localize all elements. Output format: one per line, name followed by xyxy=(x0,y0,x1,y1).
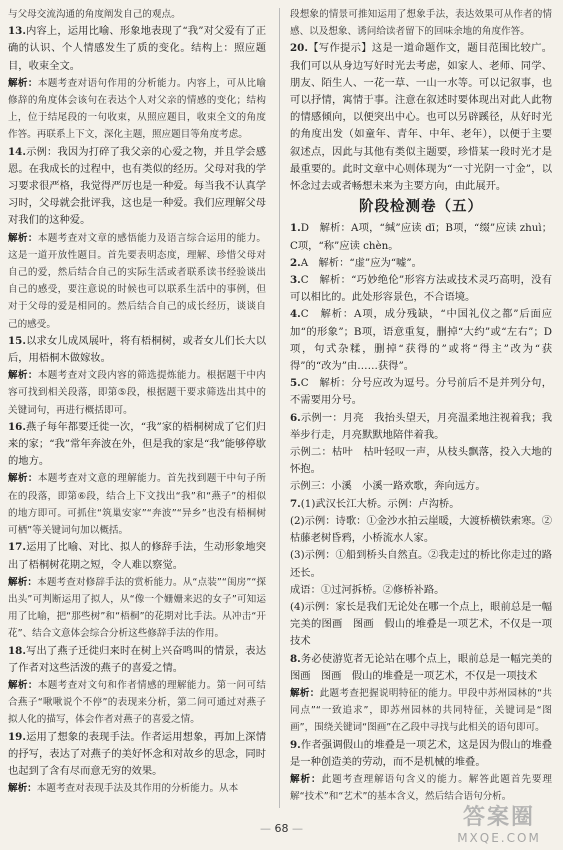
item-number: 4. xyxy=(290,308,301,321)
item-text: 写出了燕子迁徙归来时在树上兴奋鸣叫的情景，表达了作者对这些活泼的燕子的喜爱之情。 xyxy=(8,644,266,674)
analysis-paragraph xyxy=(8,367,266,419)
item-text: 运用了想象的表现手法。作者运用想象，再加上深情的抒写，表达了对燕子的美好怀念和对故乡的思念，同时也起到了含有尽而意无穷的效果。 xyxy=(8,730,266,777)
answer-item xyxy=(8,144,266,230)
answer-item xyxy=(8,729,266,781)
answer-item xyxy=(8,539,266,573)
answer-item xyxy=(8,23,266,75)
footer-dash-left: — xyxy=(260,822,271,835)
analysis-label: 解析： xyxy=(290,687,320,699)
item-text: 燕子每年都要迁徙一次，“我”家的梧桐树成了它们归来的家；“我”常年奔波在外，但是我的家是“我”能够停歇的地方。 xyxy=(8,420,266,468)
item-number: 14. xyxy=(8,145,26,158)
item-text: 务必使游览者无论站在哪个点上，眼前总是一幅完美的图画 图画 假山的堆叠是一项艺术，不仅是一项技术 xyxy=(290,652,552,682)
answer-line: 示例二：枯叶 枯叶轻叹一声，从枝头飘落，投入大地的怀抱。 xyxy=(290,446,552,476)
page-number: 68 xyxy=(274,822,289,835)
answer-item xyxy=(8,643,266,677)
answer-line: (2)示例：诗歌：①金沙水拍云崖暖，大渡桥横铁索寒。②枯藤老树昏鸦，小桥流水人家。 xyxy=(290,514,552,545)
answer-item xyxy=(290,496,552,513)
item-text: 示例：我因为打碎了我父亲的心爱之物，并且学会感恩。在我成长的过程中，也有类似的经历。父母对我的学习要求很严格，我觉得严厉也是一种爱。每当我不认真学习时，父母就会批评我，这也是一种爱。我们应理解父母对我们的这种爱。 xyxy=(8,145,266,227)
item-text: C 解析：“巧妙绝伦”形容方法或技术灵巧高明，没有可以相比的。此处形容景色，不合语境。 xyxy=(290,274,552,304)
item-text: 以求女儿成凤展叶，将有梧桐树，或者女儿们长大以后，用梧桐木做嫁妆。 xyxy=(8,334,266,365)
analysis-paragraph xyxy=(8,6,266,23)
item-number: 15. xyxy=(8,334,26,347)
right-column xyxy=(290,6,552,805)
answer-item xyxy=(290,220,552,254)
analysis-paragraph xyxy=(290,6,552,40)
footer-dash-right: — xyxy=(292,822,303,835)
watermark-logo xyxy=(440,800,558,846)
analysis-text: 此题考查把握说明特征的能力。甲段中苏州园林的“共同点”“一致追求”，即苏州园林的共同特征，关键词是“图画”，围绕关键词“图画”在乙段中寻找与此相关的语句即可。 xyxy=(290,687,552,734)
answer-line: 成语：①过河拆桥。②修桥补路。 xyxy=(290,583,445,596)
item-number: 1. xyxy=(290,222,301,235)
item-text: 作者强调假山的堆叠是一项艺术，这是因为假山的堆叠是一种创造美的劳动，而不是机械的堆叠。 xyxy=(290,738,552,768)
item-text: 示例一：月亮 我抬头望天，月亮温柔地注视着我；我举步行走，月亮默默地陪伴着我。 xyxy=(290,411,552,441)
analysis-text: 本题考查对文章的感悟能力及语言综合运用的能力。这是一道开放性题目。首先要表明态度，理解、珍惜父母对自己的爱，然后结合自己的实际生活或者联系读书经验谈出自己的感受，要注意说的时候也可以联系生活中的事例，但对于父母的爱是相同的。然后结合自己的成长经历，谈谈自己的感受。 xyxy=(8,232,267,330)
watermark-line1: 答案圈 xyxy=(462,805,535,830)
item-text: A 解析：“虚”应为“嘘”。 xyxy=(300,256,422,269)
item-number: 3. xyxy=(290,274,301,287)
analysis-label: 解析： xyxy=(8,232,38,244)
column-divider xyxy=(279,8,280,808)
item-text: 运用了比喻、对比、拟人的修辞手法，生动形象地突出了梧桐树花期之短，令人难以察觉。 xyxy=(8,541,266,571)
item-text: C 解析：分号应改为逗号。分号前后不是并列分句，不需要用分号。 xyxy=(290,377,552,407)
answer-item xyxy=(290,651,552,685)
watermark-line2: MXQE.COM xyxy=(457,831,541,845)
item-number: 2. xyxy=(290,256,301,269)
analysis-label: 解析： xyxy=(8,473,38,485)
analysis-text: 此题考查理解语句含义的能力。解答此题首先要理解“技术”和“艺术”的基本含义，然后结合语句分析。 xyxy=(290,773,553,803)
analysis-text: 与父母交流沟通的角度阐发自己的观点。 xyxy=(8,9,181,20)
answer-item xyxy=(290,737,552,771)
analysis-paragraph xyxy=(8,677,266,729)
analysis-text: 段想象的情景可推知运用了想象手法，表达效果可从作者的情感、以及想象、诱问给读者留下的回味余地的角度作答。 xyxy=(290,9,552,38)
analysis-text: 本题考查对文意的理解能力。首先找到题干中句子所在的段落，即第⑥段，结合上下文找出“我”和“燕子”的相似的地方即可。可抓住“筑巢安家”“奔波”“异乡”也没有梧桐树可栖”等关键词句加以概括。 xyxy=(8,473,267,537)
item-text: (1)武汉长江大桥。示例：卢沟桥。 xyxy=(300,497,460,510)
answer-line: (3)示例：①船到桥头自然直。②我走过的桥比你走过的路还长。 xyxy=(290,549,552,579)
item-text: 【写作提示】这是一道命题作文，题目范围比较广。我们可以从身边写好时光去考虑，如家人、老师、同学、朋友、陌生人、一花一草、一山一水等。可以记叙事，也可以抒情，寓情于事。注意在叙述时要体现出对此人此物的情感倾向，以便突出中心。也可以另辟蹊径，从好时光的角度出发（如童年、青年、中年、老年），以便于主要叙述点，因此与其他有类似主题要，珍惜某一段时光才是最重要的。此时文章中心则体现为“一寸光阴一寸金”，以怀念过去或者畅想未来为主要方向，由此展开。 xyxy=(290,42,552,193)
analysis-label: 解析： xyxy=(8,77,38,89)
analysis-paragraph xyxy=(290,685,552,737)
analysis-text: 本题考查对表现手法及其作用的分析能力。从本 xyxy=(36,783,239,795)
analysis-paragraph xyxy=(8,75,266,144)
item-number: 20. xyxy=(290,42,308,55)
analysis-label: 解析： xyxy=(290,773,322,785)
analysis-paragraph xyxy=(8,574,266,643)
item-number: 5. xyxy=(290,377,301,390)
item-number: 18. xyxy=(8,644,26,657)
analysis-label: 解析： xyxy=(8,679,38,691)
item-number: 16. xyxy=(8,420,26,433)
answer-item xyxy=(290,40,552,195)
item-text: D 解析：A项，“缄”应读 dī；B项，“缀”应读 zhuì；C项，“称”应读 chèn。 xyxy=(290,222,552,252)
analysis-label: 解析： xyxy=(8,370,38,382)
answer-item xyxy=(290,306,552,375)
item-number: 9. xyxy=(290,738,301,751)
item-number: 7. xyxy=(290,497,301,510)
answer-item xyxy=(290,410,552,444)
answer-line: 示例三：小溪 小溪一路欢歌，奔向远方。 xyxy=(290,480,486,493)
answer-item xyxy=(290,375,552,409)
item-text: 内容上，运用比喻、形象地表现了“我”对父爱有了正确的认识、个人情感发生了质的变化。结构上：照应题目，收束全文。 xyxy=(8,25,266,72)
analysis-text: 本题考查对修辞手法的赏析能力。从“点装”“闺房”“探出头”可判断运用了拟人，从“像一个姗姗来迟的女子”可知运用了比喻，把“那些树”和“梧桐”的花期对比手法。从冲击“开花”、结合文意体会综合分析这些修辞手法的作用。 xyxy=(8,576,267,640)
item-number: 8. xyxy=(290,652,301,665)
answer-item xyxy=(8,419,266,471)
analysis-text: 本题考查对语句作用的分析能力。内容上，可从比喻修辞的角度体会该句在表达个人对父亲的情感的变化；结构上，位于结尾段的一句收束，从照应题目，收束全文的角度作答。再联系上下文，深化主题，照应题目等角度考虑。 xyxy=(8,77,267,141)
analysis-label: 解析： xyxy=(8,783,37,795)
analysis-text: 本题考查对文句和作者情感的理解能力。第一问可结合燕子“啾啾说个不停”的表现来分析，第二问可通过对燕子拟人化的描写，体会作者对燕子的喜爱之情。 xyxy=(8,679,267,726)
answer-item xyxy=(290,272,552,306)
analysis-label: 解析： xyxy=(8,576,38,588)
analysis-paragraph xyxy=(8,780,266,797)
item-number: 17. xyxy=(8,541,26,554)
answer-line: (4)示例：家长是我们无论处在哪一个点上，眼前总是一幅完美的图画 图画 假山的堆叠是一项艺术，不仅是一项技术 xyxy=(290,600,552,648)
analysis-text: 本题考查对文段内容的筛选提炼能力。根据题干中内容可找到相关段落，即第⑤段，根据题干要求筛选出其中的关键词句，再进行概括即可。 xyxy=(8,370,267,416)
item-number: 19. xyxy=(8,730,26,743)
item-number: 6. xyxy=(290,411,301,424)
section-title: 阶段检测卷（五） xyxy=(359,199,483,216)
answer-item xyxy=(8,333,266,367)
left-column xyxy=(8,6,266,797)
item-text: C 解析：A项，成分残缺，“中国礼仪之都”后面应加“的形象”；B项，语意重复，删掉“大约”或“左右”；D项，句式杂糅，删掉“获得的”或将“得主”改为“获得”的“改为”由……获得”。 xyxy=(290,308,552,373)
answer-item xyxy=(290,255,552,272)
analysis-paragraph xyxy=(8,230,266,333)
item-number: 13. xyxy=(8,25,26,38)
analysis-paragraph xyxy=(8,470,266,539)
